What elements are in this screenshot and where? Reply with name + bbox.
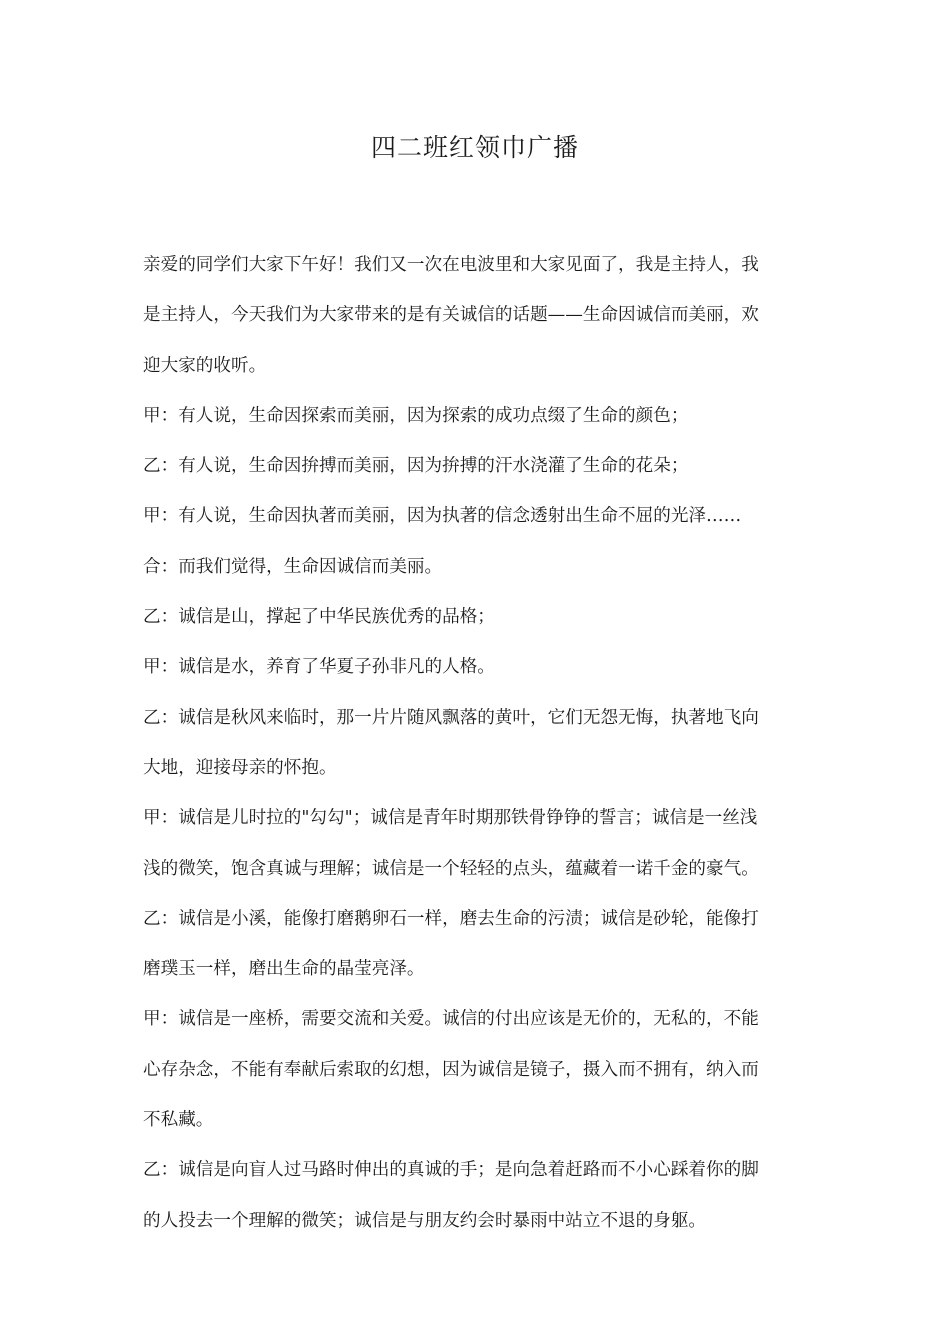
text-line: 乙：诚信是山，撑起了中华民族优秀的品格； bbox=[143, 607, 495, 628]
text-line: 甲：有人说，生命因探索而美丽，因为探索的成功点缀了生命的颜色； bbox=[143, 405, 689, 426]
paragraph bbox=[143, 1145, 813, 1246]
text-line: 是主持人，今天我们为大家带来的是有关诚信的话题——生命因诚信而美丽，欢 bbox=[143, 305, 759, 326]
text-line: 甲：有人说，生命因执著而美丽，因为执著的信念透射出生命不屈的光泽…… bbox=[143, 506, 742, 527]
paragraph bbox=[143, 994, 813, 1145]
text-line: 甲：诚信是水，养育了华夏子孙非凡的人格。 bbox=[143, 657, 495, 678]
text-line: 大地，迎接母亲的怀抱。 bbox=[143, 757, 337, 778]
paragraph bbox=[143, 542, 813, 592]
paragraph bbox=[143, 894, 813, 995]
text-line: 的人投去一个理解的微笑；诚信是与朋友约会时暴雨中站立不退的身躯。 bbox=[143, 1210, 707, 1231]
paragraph bbox=[143, 693, 813, 794]
text-line: 浅的微笑，饱含真诚与理解；诚信是一个轻轻的点头，蕴藏着一诺千金的豪气。 bbox=[143, 858, 759, 879]
paragraph bbox=[143, 441, 813, 491]
paragraph bbox=[143, 491, 813, 541]
text-line: 磨璞玉一样，磨出生命的晶莹亮泽。 bbox=[143, 959, 425, 980]
paragraph bbox=[143, 642, 813, 692]
text-line: 迎大家的收听。 bbox=[143, 355, 267, 376]
paragraph bbox=[143, 240, 813, 391]
paragraph bbox=[143, 391, 813, 441]
document-title: 四二班红领巾广播 bbox=[370, 133, 579, 162]
paragraph bbox=[143, 592, 813, 642]
text-line: 甲：诚信是儿时拉的"勾勾"；诚信是青年时期那铁骨铮铮的誓言；诚信是一丝浅 bbox=[143, 808, 758, 829]
text-line: 亲爱的同学们大家下午好！我们又一次在电波里和大家见面了，我是主持人，我 bbox=[143, 255, 759, 275]
document-body bbox=[143, 240, 813, 1246]
text-line: 乙：诚信是秋风来临时，那一片片随风飘落的黄叶，它们无怨无悔，执著地飞向 bbox=[143, 707, 759, 728]
text-line: 乙：有人说，生命因拚搏而美丽，因为拚搏的汗水浇灌了生命的花朵； bbox=[143, 456, 689, 477]
text-line: 乙：诚信是向盲人过马路时伸出的真诚的手；是向急着赶路而不小心踩着你的脚 bbox=[143, 1160, 759, 1181]
text-line: 合：而我们觉得，生命因诚信而美丽。 bbox=[143, 556, 443, 577]
text-line: 甲：诚信是一座桥，需要交流和关爱。诚信的付出应该是无价的，无私的，不能 bbox=[143, 1009, 759, 1030]
text-line: 心存杂念，不能有奉献后索取的幻想，因为诚信是镜子，摄入而不拥有，纳入而 bbox=[143, 1059, 759, 1080]
text-line: 不私藏。 bbox=[143, 1110, 214, 1131]
paragraph bbox=[143, 793, 813, 894]
text-line: 乙：诚信是小溪，能像打磨鹅卵石一样，磨去生命的污渍；诚信是砂轮，能像打 bbox=[143, 908, 759, 929]
